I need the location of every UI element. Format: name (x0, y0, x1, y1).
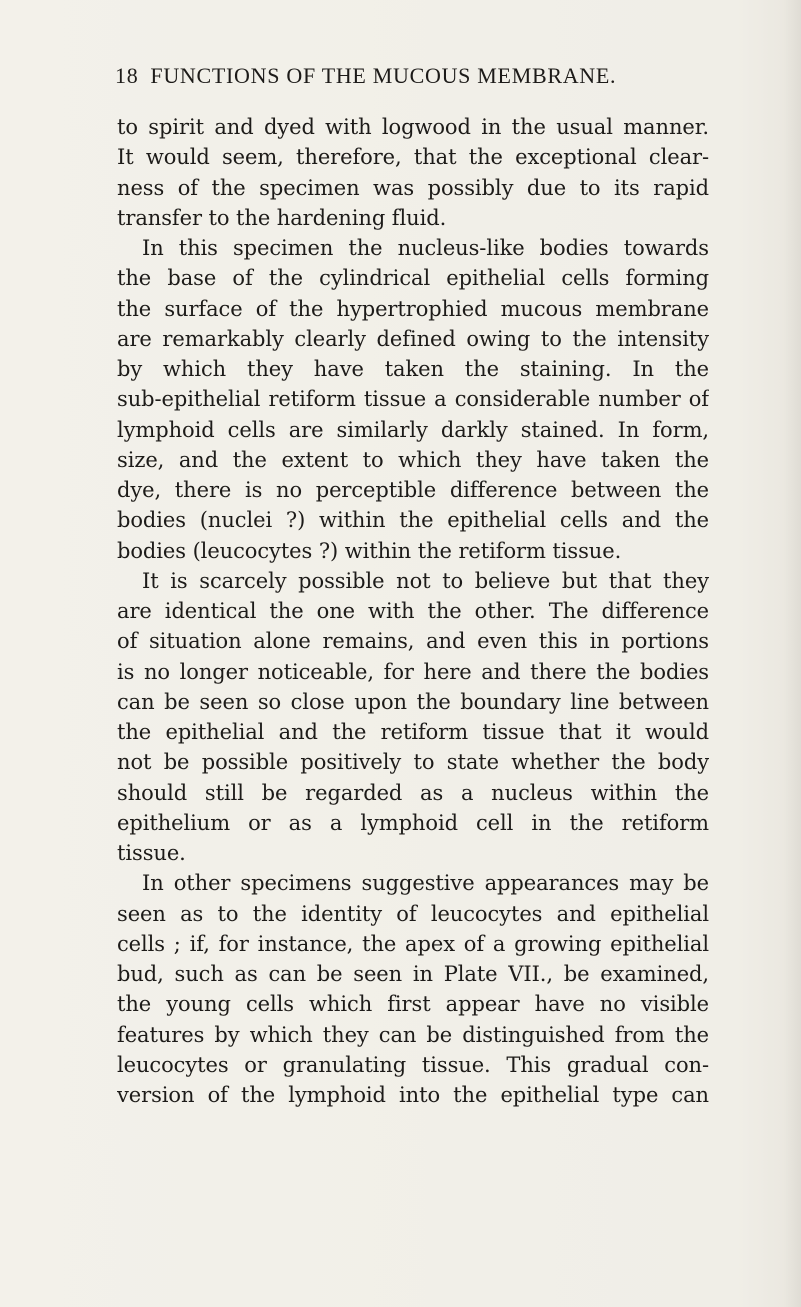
text-line: bodies (leucocytes ?) within the retiform tissue. (117, 538, 622, 563)
text-line: It is scarcely possible not to believe but that they (142, 568, 709, 593)
text-line: is no longer noticeable, for here and there the bodies (117, 659, 709, 684)
page-edge-shadow (783, 0, 801, 1307)
text-line: version of the lymphoid into the epithelial type can (117, 1083, 709, 1107)
text-line: In other specimens suggestive appearances may be (142, 871, 709, 896)
text-line: In this specimen the nucleus-like bodies towards (142, 236, 709, 260)
text-line: seen as to the identity of leucocytes and epithelial (117, 901, 709, 926)
text-line: size, and the extent to which they have taken the (117, 447, 709, 472)
text-line: the surface of the hypertrophied mucous membrane (117, 296, 709, 321)
text-line: are remarkably clearly defined owing to the intensity (117, 326, 709, 351)
text-line: transfer to the hardening fluid. (117, 205, 447, 230)
text-line: ness of the specimen was possibly due to its rapid (117, 175, 709, 200)
text-line: not be possible positively to state whether the body (117, 750, 709, 775)
text-line: of situation alone remains, and even this in portions (117, 629, 709, 654)
running-header (115, 61, 715, 91)
running-title: FUNCTIONS OF THE MUCOUS MEMBRANE. (150, 63, 617, 88)
text-line: leucocytes or granulating tissue. This gradual con- (117, 1052, 709, 1077)
text-line: by which they have taken the staining. In the (117, 357, 709, 381)
page-number: 18 (115, 63, 139, 88)
text-line: the base of the cylindrical epithelial cells forming (117, 266, 709, 291)
text-line: tissue. (117, 841, 186, 865)
text-line: the epithelial and the retiform tissue that it would (117, 720, 709, 744)
text-line: the young cells which first appear have no visible (117, 992, 709, 1017)
text-line: are identical the one with the other. The difference (117, 599, 709, 623)
text-line: sub-epithelial retiform tissue a considerable number of (117, 387, 709, 412)
text-line: should still be regarded as a nucleus within the (117, 780, 709, 805)
text-line: lymphoid cells are similarly darkly stained. In form, (117, 417, 709, 442)
text-line: epithelium or as a lymphoid cell in the retiform (117, 810, 709, 835)
text-line: cells ; if, for instance, the apex of a growing epithelial (117, 931, 709, 956)
text-line: bodies (nuclei ?) within the epithelial cells and the (117, 508, 709, 533)
text-line: It would seem, therefore, that the exceptional clear- (117, 145, 709, 170)
text-line: features by which they can be distinguished from the (117, 1022, 709, 1047)
text-line: bud, such as can be seen in Plate VII., be examined, (117, 962, 709, 986)
text-line: can be seen so close upon the boundary line between (117, 689, 709, 714)
body-text (117, 112, 709, 1110)
text-line: dye, there is no perceptible difference between the (117, 478, 709, 502)
text-line: to spirit and dyed with logwood in the usual manner. (117, 115, 709, 139)
